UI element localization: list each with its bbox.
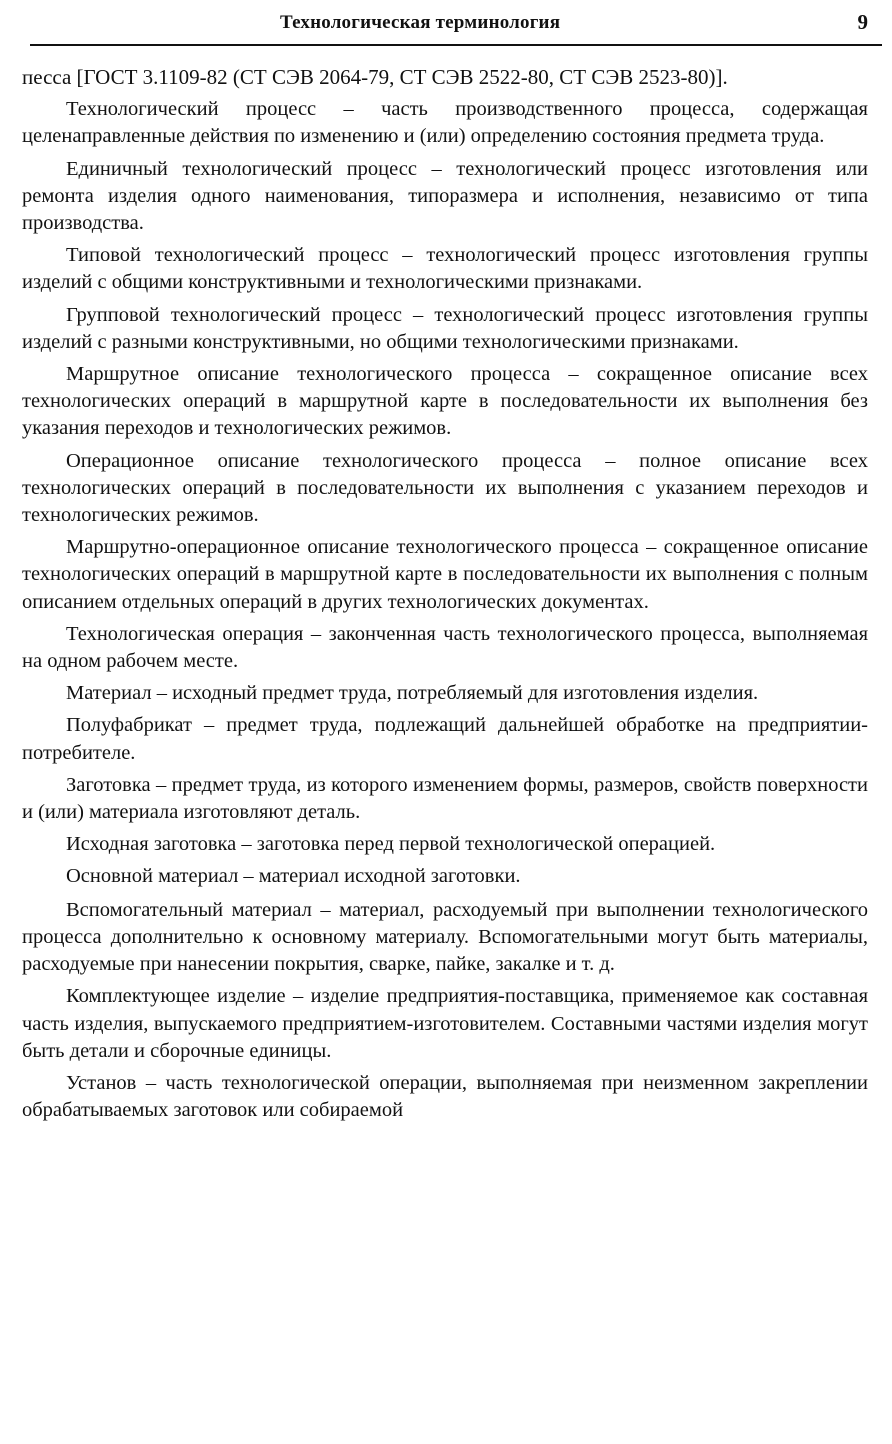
- paragraph-material: Материал – исходный предмет труда, потребляемый для изготовления изделия.: [66, 682, 759, 705]
- paragraph-workpiece: Заготовка – предмет труда, из которого изменением формы, размеров, свойств поверхности и (или) материала изготовляют деталь.: [22, 773, 868, 824]
- paragraph-group-process: Групповой технологический процесс – технологический процесс изготовления группы изделий с разными конструктивными, но общими технологическими признаками.: [22, 303, 868, 353]
- header-rule: [30, 44, 882, 46]
- paragraph-tech-process: Технологический процесс – часть производственного процесса, содержащая целенаправленные действия по изменению и (или) определению состояния предмета труда.: [22, 98, 868, 148]
- paragraph-typical-process: Типовой технологический процесс – технологический процесс изготовления группы изделий с общими конструктивными и технологическими признаками.: [22, 244, 868, 294]
- paragraph-tech-operation: Технологическая операция – законченная часть технологического процесса, выполняемая на одном рабочем месте.: [22, 622, 868, 673]
- paragraph-setup: Установ – часть технологической операции, выполняемая при неизменном закреплении обрабатываемых заготовок или собираемой: [22, 1071, 868, 1122]
- paragraph-auxiliary-material: Вспомогательный материал – материал, расходуемый при выполнении технологического процесса дополнительно к основному материалу. Вспомогательными могут быть материалы, расходуемые при нанесении покрытия, сварке, пайке, закалке и т. д.: [22, 898, 868, 976]
- paragraph-single-process: Единичный технологический процесс – технологический процесс изготовления или ремонта изделия одного наименования, типоразмера и исполнения, независимо от типа производства.: [22, 157, 868, 235]
- paragraph-base-material: Основной материал – материал исходной заготовки.: [66, 865, 521, 888]
- paragraph-operational-description: Операционное описание технологического процесса – полное описание всех технологических операций в последовательности их выполнения с указанием переходов и технологических режимов.: [22, 449, 868, 527]
- paragraph-semi-product: Полуфабрикат – предмет труда, подлежащий дальнейшей обработке на предприятии-потребителе.: [22, 714, 868, 764]
- paragraph-initial-workpiece: Исходная заготовка – заготовка перед первой технологической операцией.: [66, 833, 716, 856]
- running-header-title: Технологическая терминология: [280, 12, 561, 33]
- paragraph-continuation: песса [ГОСТ 3.1109-82 (СТ СЭВ 2064-79, СТ СЭВ 2522-80, СТ СЭВ 2523-80)].: [22, 65, 728, 89]
- page-number: 9: [857, 10, 868, 34]
- body-text: [22, 64, 868, 1129]
- paragraph-route-operational-description: Маршрутно-операционное описание технологического процесса – сокращенное описание технологических операций в маршрутной карте в последовательности их выполнения с полным описанием отдельных операций в других технологических документах.: [22, 536, 868, 613]
- document-page: [22, 0, 872, 1444]
- running-header: [22, 4, 872, 40]
- paragraph-route-description: Маршрутное описание технологического процесса – сокращенное описание всех технологических операций в маршрутной карте в последовательности их выполнения без указания переходов и технологических режимов.: [22, 363, 868, 440]
- paragraph-component-product: Комплектующее изделие – изделие предприятия-поставщика, применяемое как составная часть изделия, выпускаемого предприятием-изготовителем. Составными частями изделия могут быть детали и сборочные единицы.: [22, 985, 868, 1062]
